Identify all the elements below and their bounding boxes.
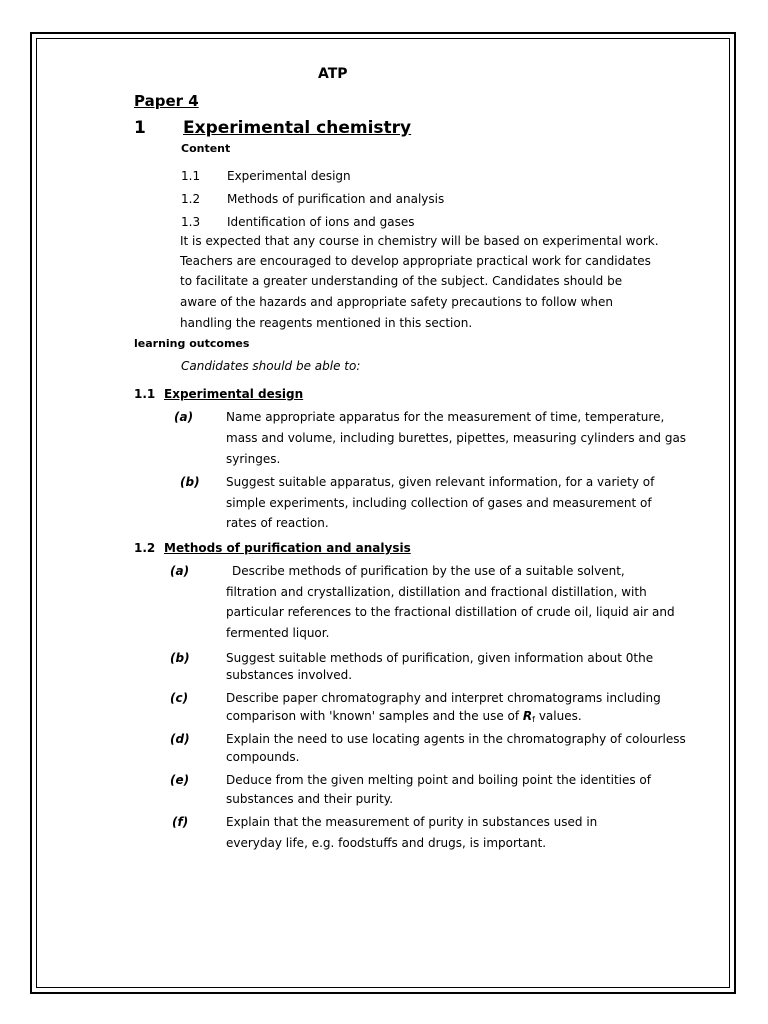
item-line-text: values. <box>535 709 582 723</box>
item-line-rf <box>226 709 582 724</box>
item-line: Suggest suitable apparatus, given relevant information, for a variety of <box>226 475 655 489</box>
intro-line: to facilitate a greater understanding of the subject. Candidates should be <box>180 274 623 288</box>
intro-line: aware of the hazards and appropriate safety precautions to follow when <box>180 295 614 309</box>
item-label: (a) <box>174 410 194 424</box>
item-line: filtration and crystallization, distillation and fractional distillation, with <box>226 585 647 599</box>
item-line: rates of reaction. <box>226 516 329 530</box>
item-label: (b) <box>170 651 190 665</box>
item-label: (a) <box>170 564 190 578</box>
item-line: Name appropriate apparatus for the measurement of time, temperature, <box>226 410 665 424</box>
subsection-title: Methods of purification and analysis <box>164 541 411 555</box>
section-number: 1 <box>134 118 146 138</box>
candidates-line: Candidates should be able to: <box>181 359 361 373</box>
content-heading: Content <box>181 142 231 155</box>
item-line: syringes. <box>226 452 281 466</box>
content-item-text: Methods of purification and analysis <box>227 192 445 206</box>
item-line: substances involved. <box>226 668 353 682</box>
item-line: fermented liquor. <box>226 626 330 640</box>
subsection-number: 1.1 <box>134 387 156 401</box>
item-label: (c) <box>170 691 189 705</box>
rf-subscript: f <box>532 715 535 724</box>
subsection-number: 1.2 <box>134 541 156 555</box>
section-title: Experimental chemistry <box>183 118 412 138</box>
paper-title: Paper 4 <box>134 92 199 110</box>
content-item-num: 1.1 <box>181 169 201 183</box>
item-label: (d) <box>170 732 190 746</box>
intro-line: handling the reagents mentioned in this section. <box>180 316 473 330</box>
item-line: Describe paper chromatography and interpret chromatograms including <box>226 691 661 705</box>
item-line-text: comparison with 'known' samples and the use of <box>226 709 523 723</box>
item-line: Deduce from the given melting point and boiling point the identities of <box>226 773 651 787</box>
item-line: Suggest suitable methods of purification, given information about 0the <box>226 651 654 665</box>
content-item-num: 1.2 <box>181 192 201 206</box>
content-item-num: 1.3 <box>181 215 201 229</box>
doc-header: ATP <box>318 66 348 82</box>
item-line: particular references to the fractional distillation of crude oil, liquid air and <box>226 605 675 619</box>
item-label: (f) <box>172 815 189 829</box>
item-line: compounds. <box>226 750 300 764</box>
content-item-text: Experimental design <box>227 169 351 183</box>
item-line: Describe methods of purification by the use of a suitable solvent, <box>232 564 625 578</box>
item-line: mass and volume, including burettes, pipettes, measuring cylinders and gas <box>226 431 687 445</box>
item-label: (e) <box>170 773 190 787</box>
intro-line: Teachers are encouraged to develop appropriate practical work for candidates <box>180 254 651 268</box>
intro-line: It is expected that any course in chemistry will be based on experimental work. <box>180 234 659 248</box>
item-line: everyday life, e.g. foodstuffs and drugs, is important. <box>226 836 547 850</box>
item-label: (b) <box>180 475 200 489</box>
content-item-text: Identification of ions and gases <box>227 215 415 229</box>
item-line: Explain that the measurement of purity in substances used in <box>226 815 598 829</box>
learning-outcomes-heading: learning outcomes <box>134 337 250 350</box>
subsection-title: Experimental design <box>164 387 304 401</box>
item-line: Explain the need to use locating agents in the chromatography of colourless <box>226 732 686 746</box>
rf-symbol: R <box>522 709 533 723</box>
item-line: simple experiments, including collection of gases and measurement of <box>226 496 652 510</box>
item-line: substances and their purity. <box>226 792 394 806</box>
